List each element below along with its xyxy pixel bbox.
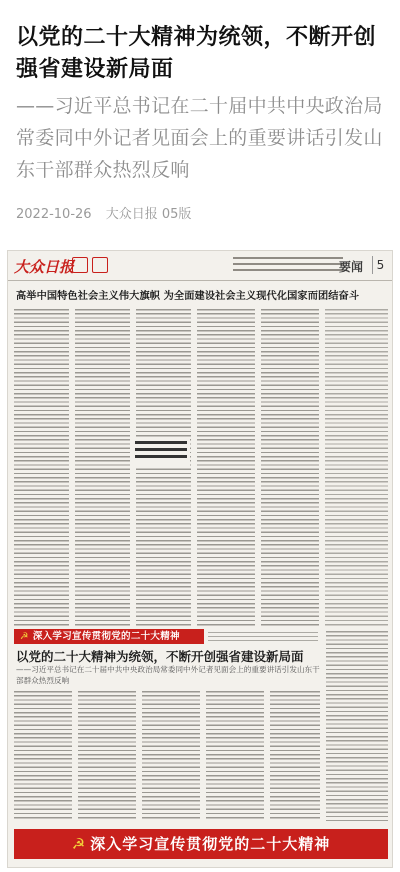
publish-date: 2022-10-26 [16,207,92,222]
column-subheading [132,437,190,467]
source-label: 大众日报 05版 [105,207,192,222]
masthead-seal-icon [92,257,108,273]
newspaper-page-image[interactable] [7,250,393,868]
newspaper-logo: 大众日报 [14,258,75,276]
text-column [142,691,200,821]
lower-article-subtitle: ——习近平总书记在二十届中共中央政治局常委同中外记者见面会上的重要讲话引发山东干部群众热烈反响 [16,665,320,685]
article-columns-upper [14,309,388,627]
newspaper-headline: 高举中国特色社会主义伟大旗帜 为全面建设社会主义现代化国家而团结奋斗 [16,291,360,302]
masthead-info [233,257,343,275]
text-column [261,309,319,627]
party-emblem-icon: ☭ [71,835,87,853]
newspaper-masthead [8,251,392,281]
text-column [208,632,318,644]
text-column [270,691,320,821]
masthead-seal-icon [72,257,88,273]
article-subtitle: ——习近平总书记在二十届中共中央政治局常委同中外记者见面会上的重要讲话引发山东干部群众热烈反响 [16,95,383,181]
lower-article-title: 以党的二十大精神为统领，不断开创强省建设新局面 [16,649,304,664]
section-label: 要闻 [339,260,364,274]
campaign-banner-large: ☭ 深入学习宣传贯彻党的二十大精神 [14,829,388,859]
text-column [75,309,130,627]
page-number: 5 [372,256,388,274]
party-emblem-icon: ☭ [20,631,29,642]
text-column [206,691,264,821]
article-columns-lower [14,691,388,821]
article-title: 以党的二十大精神为统领，不断开创强省建设新局面 [16,25,377,82]
article-meta [16,203,191,222]
text-column [14,309,69,627]
text-column [136,309,191,627]
text-column [14,691,72,821]
text-column [325,309,388,627]
text-column [78,691,136,821]
campaign-banner-small: ☭ 深入学习宣传贯彻党的二十大精神 [14,629,204,644]
text-column [197,309,255,627]
